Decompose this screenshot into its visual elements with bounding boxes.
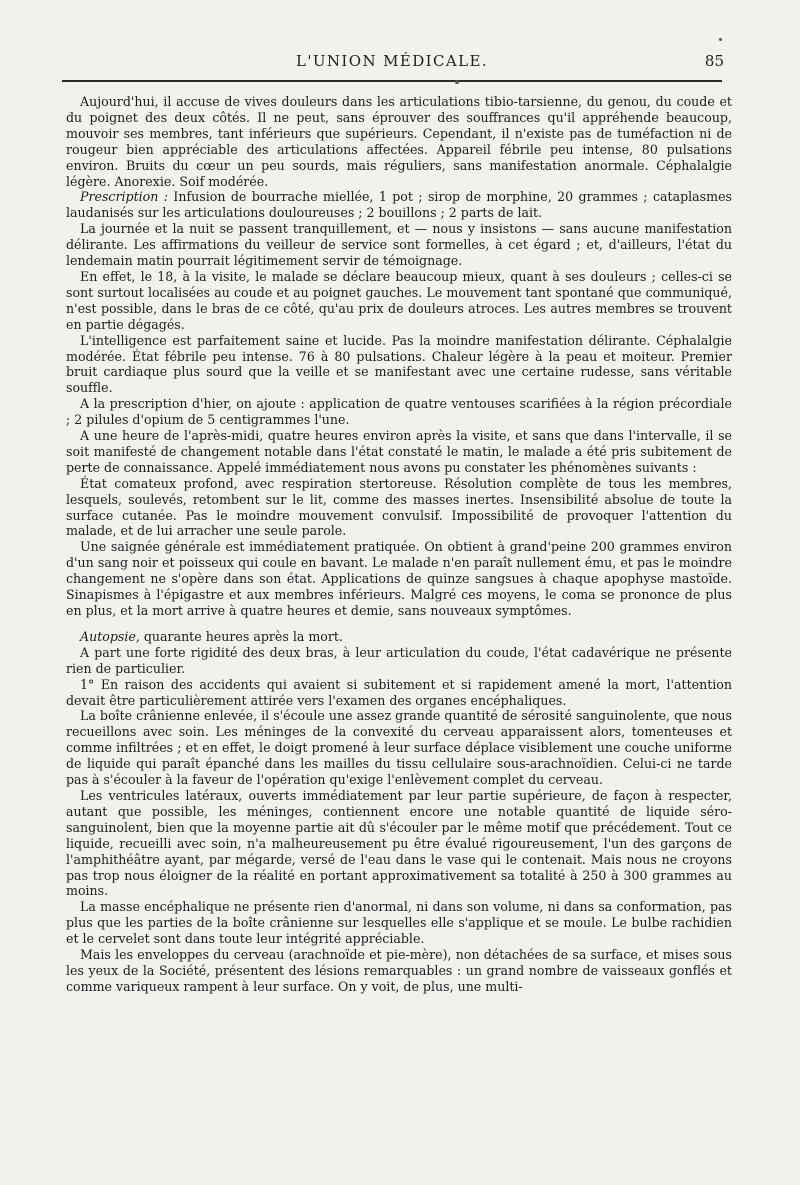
paragraph-text: Infusion de bourrache miellée, 1 pot ; sirop de morphine, 20 grammes ; cataplasmes laudanisés sur les articulations douloureuses ; 2 bouillons ; 2 parts de lait. xyxy=(66,189,732,221)
paragraph xyxy=(66,94,732,189)
paragraph-text: A une heure de l'après-midi, quatre heures environ après la visite, et sans que dans l'intervalle, il se soit manifesté de changement notable dans l'état constaté le matin, le malade a été pris subitement de perte de connaissance. Appelé immédiatement nous avons pu constater les phénomènes suivants : xyxy=(66,428,732,475)
paragraph xyxy=(66,788,732,899)
paragraph xyxy=(66,899,732,947)
paragraph-text: État comateux profond, avec respiration stertoreuse. Résolution complète de tous les membres, lesquels, soulevés, retombent sur le lit, comme des masses inertes. Insensibilité absolue de toute la surface cutanée. Pas le moindre mouvement convulsif. Impossibilité de provoquer l'attention du malade, et de lui arracher une seule parole. xyxy=(66,475,732,539)
header-rule xyxy=(62,80,722,82)
autopsie-lead: Autopsie, xyxy=(80,628,140,644)
paragraph-text: Une saignée générale est immédiatement pratiquée. On obtient à grand'peine 200 grammes environ d'un sang noir et poisseux qui coule en bavant. Le malade n'en paraît nullement ému, et pas le moindre changement ne s'opère dans son état. Applications de quinze sangsues à chaque apophyse mastoïde. Sinapismes à l'épigastre et aux membres inférieurs. Malgré ces moyens, le coma se prononce de plus en plus, et la mort arrive à quatre heures et demie, sans nouveaux symptômes. xyxy=(66,539,732,618)
paragraph xyxy=(66,333,732,397)
print-speck xyxy=(719,38,722,41)
paragraph-text: L'intelligence est parfaitement saine et lucide. Pas la moindre manifestation délirante. Céphalalgie modérée. État fébrile peu intense. 76 à 80 pulsations. Chaleur légère à la peau et moiteur. Premier bruit cardiaque plus sourd que la veille et se manifestant avec une certaine rudesse, sans véritable souffle. xyxy=(66,332,732,396)
paragraph-text: La journée et la nuit se passent tranquillement, et — nous y insistons — sans aucune manifestation délirante. Les affirmations du veilleur de service sont formelles, à cet égard ; et, d'ailleurs, l'état du lendemain matin pourrait légitimement servir de témoignage. xyxy=(66,221,732,269)
paragraph-text: A la prescription d'hier, on ajoute : application de quatre ventouses scarifiées à la région précordiale ; 2 pilules d'opium de 5 centigrammes l'une. xyxy=(66,396,732,428)
page-number: 85 xyxy=(704,52,724,70)
article-body xyxy=(66,94,732,995)
paragraph-text: 1° En raison des accidents qui avaient si subitement et si rapidement amené la mort, l'attention devait être particulièrement attirée vers l'examen des organes encéphaliques. xyxy=(66,676,732,708)
paragraph-prescription xyxy=(66,189,732,221)
paragraph-text: La boîte crânienne enlevée, il s'écoule une assez grande quantité de sérosité sanguinolente, que nous recueillons avec soin. Les méninges de la convexité du cerveau apparaissent alors, tomenteuses et comme infiltrées ; et en effet, le doigt promené à leur surface déplace visiblement une couche uniforme de liquide qui paraît épanché dans les mailles du tissu cellulaire sous-arachnoïdien. Celui-ci ne tarde pas à s'écouler à la faveur de l'opération qu'exige l'enlèvement complet du cerveau. xyxy=(66,708,732,788)
print-speck xyxy=(455,80,459,84)
running-title: L'UNION MÉDICALE. xyxy=(295,52,488,70)
paragraph xyxy=(66,708,732,788)
paragraph xyxy=(66,539,732,619)
paragraph xyxy=(66,645,732,677)
paragraph xyxy=(66,476,732,540)
paragraph xyxy=(66,396,732,428)
paragraph-text: Aujourd'hui, il accuse de vives douleurs dans les articulations tibio-tarsienne, du genou, du coude et du poignet des deux côtés. Il ne peut, sans éprouver des souffrances qu'il appréhende beaucoup, mouvoir ses membres, tant inférieurs que supérieurs. Cependant, il n'existe pas de tuméfaction ni de rougeur bien appréciable des articulations affectées. Appareil fébrile peu intense, 80 pulsations environ. Bruits du cœur un peu sourds, mais réguliers, sans manifestation anormale. Céphalalgie légère. Anorexie. Soif modérée. xyxy=(66,94,732,189)
paragraph xyxy=(66,221,732,269)
page-header xyxy=(60,52,724,74)
paragraph-text: La masse encéphalique ne présente rien d'anormal, ni dans son volume, ni dans sa conformation, pas plus que les parties de la boîte crânienne sur lesquelles elle s'applique et se moule. Le bulbe rachidien et le cervelet sont dans toute leur intégrité appréciable. xyxy=(66,899,732,947)
paragraph-text: quarante heures après la mort. xyxy=(139,628,343,644)
paragraph xyxy=(66,947,732,995)
paragraph xyxy=(66,269,732,333)
section-heading-autopsie xyxy=(66,629,732,645)
paragraph-text: En effet, le 18, à la visite, le malade se déclare beaucoup mieux, quant à ses douleurs ; celles-ci se sont surtout localisées au coude et au poignet gauches. Le mouvement tant spontané que communiqué, n'est possible, dans le bras de ce côté, qu'au prix de douleurs atroces. Les autres membres se trouvent en partie dégagés. xyxy=(66,268,732,332)
paragraph xyxy=(66,428,732,476)
paragraph-text: Les ventricules latéraux, ouverts immédiatement par leur partie supérieure, de façon à respecter, autant que possible, les méninges, contiennent encore une notable quantité de liquide séro-sanguinolent, bien que la moyenne partie ait dû s'écouler par le même motif que précédement. Tout ce liquide, recueilli avec soin, n'a malheureusement pu être évalué rigoureusement, l'un des garçons de l'amphithéâtre ayant, par mégarde, versé de l'eau dans le vase qui le contenait. Mais nous ne croyons pas trop nous éloigner de la réalité en portant approximativement sa totalité à 250 à 300 grammes au moins. xyxy=(66,787,732,899)
prescription-lead: Prescription : xyxy=(80,189,168,205)
paragraph-text: A part une forte rigidité des deux bras, à leur articulation du coude, l'état cadavérique ne présente rien de particulier. xyxy=(66,644,732,676)
paragraph xyxy=(66,677,732,709)
paragraph-text: Mais les enveloppes du cerveau (arachnoïde et pie-mère), non détachées de sa surface, et mises sous les yeux de la Société, présentent des lésions remarquables : un grand nombre de vaisseaux gonflés et comme variqueux rampent à leur surface. On y voit, de plus, une multi- xyxy=(66,947,732,994)
